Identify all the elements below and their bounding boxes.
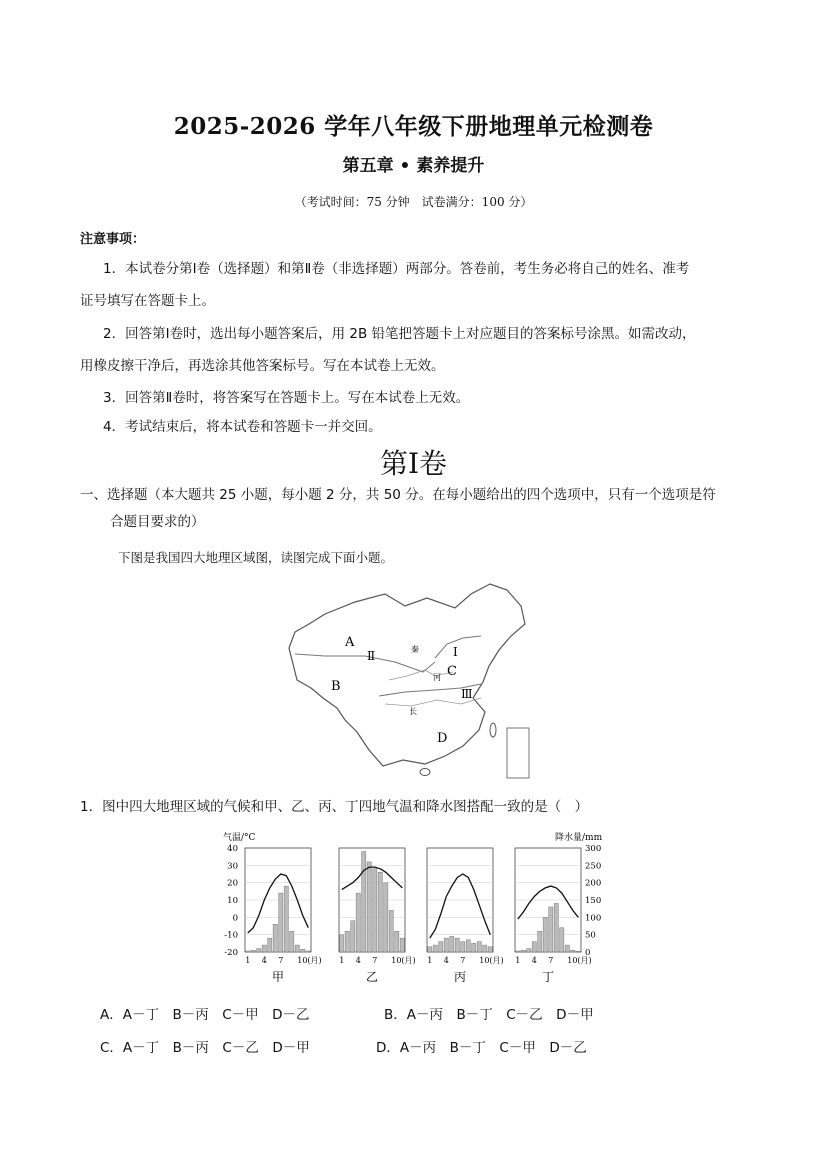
precip-bar	[532, 942, 536, 952]
section-title: 第Ⅰ卷	[379, 447, 448, 480]
x-tick-label: 7	[278, 956, 284, 965]
precip-bar	[356, 893, 360, 952]
x-tick-label: 4	[261, 956, 267, 965]
notice-item-3: 3．回答第Ⅱ卷时，将答案写在答题卡上。写在本试卷上无效。	[103, 390, 470, 406]
precip-bar	[576, 951, 580, 952]
option-c[interactable]: C．A－丁 B－丙 C－乙 D－甲	[100, 1040, 310, 1056]
region-label-b: B	[331, 679, 341, 694]
precip-bar	[433, 945, 437, 952]
map-intro: 下图是我国四大地理区域图，读图完成下面小题。	[118, 550, 394, 565]
page-title: 2025-2026 学年八年级下册地理单元检测卷	[173, 113, 654, 140]
notice-item-4: 4．考试结束后，将本试卷和答题卡一并交回。	[103, 419, 382, 435]
precip-bar	[543, 917, 547, 952]
island-hainan	[420, 769, 430, 776]
x-tick-label: 1	[245, 956, 251, 965]
precip-bar	[378, 872, 382, 952]
precip-bar	[444, 938, 448, 952]
x-tick-label: 1	[427, 956, 433, 965]
x-tick-label: 7	[548, 956, 554, 965]
region-label-a: A	[345, 635, 355, 650]
panel-name: 丁	[541, 970, 555, 984]
boundary-label-I: Ⅰ	[453, 645, 458, 659]
temp-tick-label: 10	[227, 896, 238, 906]
x-tick-label: 4	[355, 956, 361, 965]
precip-bar	[257, 949, 261, 952]
option-d[interactable]: D．A－丙 B－丁 C－甲 D－乙	[376, 1040, 587, 1056]
part-heading-line2: 合题目要求的）	[110, 514, 205, 530]
region-label-d: D	[437, 731, 448, 746]
precip-bar	[560, 928, 564, 952]
precip-bar	[262, 945, 266, 952]
precip-bar	[461, 942, 465, 952]
notice-item-2-cont: 用橡皮擦干净后，再选涂其他答案标号。写在本试卷上无效。	[80, 358, 445, 374]
notice-item-1-cont: 证号填写在答题卡上。	[80, 293, 215, 309]
precip-tick-label: 100	[585, 913, 602, 924]
panel-name: 丙	[453, 970, 467, 984]
notice-item-1: 1．本试卷分第Ⅰ卷（选择题）和第Ⅱ卷（非选择题）两部分。答卷前，考生务必将自己的姓名、准考	[103, 261, 690, 277]
precip-bar	[554, 903, 558, 952]
x-tick-label: 4	[443, 956, 449, 965]
precip-bar	[477, 942, 481, 952]
temp-tick-label: 30	[227, 861, 238, 872]
precip-bar	[389, 910, 393, 952]
temp-tick-label: 20	[227, 878, 238, 889]
x-tick-label: 10(月)	[567, 956, 592, 965]
temp-tick-label: 40	[227, 844, 238, 854]
china-region-map	[285, 580, 530, 785]
notice-heading: 注意事项：	[80, 232, 146, 247]
precip-bar	[351, 921, 355, 952]
page-subtitle: 第五章 • 素养提升	[342, 156, 485, 176]
x-tick-label: 1	[339, 956, 345, 965]
river-yellow	[389, 670, 453, 680]
precip-bar	[521, 950, 525, 952]
precip-bar	[362, 851, 366, 952]
precip-tick-label: 250	[585, 861, 602, 872]
precip-tick-label: 200	[585, 878, 602, 889]
part-heading	[80, 482, 760, 536]
precip-bar	[439, 942, 443, 952]
temp-tick-label: 0	[232, 913, 238, 924]
label-he: 河	[433, 673, 441, 682]
climate-chart	[215, 828, 615, 988]
island-taiwan	[490, 723, 496, 737]
x-tick-label: 10(月)	[479, 956, 504, 965]
precip-bar	[306, 951, 310, 952]
precip-bar	[384, 883, 388, 952]
precip-tick-label: 0	[585, 948, 591, 958]
precip-bar	[488, 947, 492, 952]
precip-bar	[472, 943, 476, 952]
precip-bar	[538, 931, 542, 952]
region-label-c: C	[447, 664, 457, 679]
x-tick-label: 4	[531, 956, 537, 965]
question-1-stem: 1．图中四大地理区域的气候和甲、乙、丙、丁四地气温和降水图搭配一致的是（ ）	[80, 799, 589, 815]
label-chang: 长	[409, 707, 417, 716]
temp-tick-label: -10	[224, 930, 238, 941]
precip-bar	[400, 938, 404, 952]
x-tick-label: 7	[460, 956, 466, 965]
temp-tick-label: -20	[224, 948, 238, 958]
panel-name: 乙	[365, 970, 379, 984]
label-qin: 秦	[411, 645, 419, 654]
precip-tick-label: 150	[585, 896, 602, 906]
precip-tick-label: 300	[585, 844, 602, 854]
precip-bar	[571, 950, 575, 952]
panel-name: 甲	[271, 970, 285, 984]
precip-bar	[395, 931, 399, 952]
precip-bar	[483, 945, 487, 952]
y-left-label: 气温/°C	[223, 833, 256, 843]
precip-bar	[373, 869, 377, 952]
temperature-line	[518, 886, 579, 919]
precip-bar	[450, 936, 454, 952]
option-b[interactable]: B．A－丙 B－丁 C－乙 D－甲	[384, 1007, 594, 1023]
precip-bar	[268, 938, 272, 952]
precip-bar	[565, 945, 569, 952]
option-a[interactable]: A．A－丁 B－丙 C－甲 D－乙	[100, 1007, 310, 1023]
temperature-line	[342, 867, 403, 890]
precip-bar	[516, 951, 520, 952]
precip-bar	[301, 949, 305, 952]
notice-item-2: 2．回答第Ⅰ卷时，选出每小题答案后，用 2B 铅笔把答题卡上对应题目的答案标号涂黑。如需改动，	[103, 326, 696, 342]
precip-bar	[251, 950, 255, 952]
x-tick-label: 1	[515, 956, 521, 965]
x-tick-label: 7	[372, 956, 378, 965]
china-outline	[289, 584, 525, 766]
precip-bar	[279, 893, 283, 952]
temperature-line	[430, 874, 491, 938]
precip-bar	[455, 938, 459, 952]
south-sea-inset	[507, 728, 529, 778]
precip-bar	[340, 935, 344, 952]
precip-bar	[290, 931, 294, 952]
precip-bar	[367, 862, 371, 952]
precip-bar	[295, 945, 299, 952]
boundary-label-II: Ⅱ	[367, 649, 376, 663]
exam-info: （考试时间：75 分钟 试卷满分：100 分）	[294, 195, 533, 209]
precip-bar	[428, 947, 432, 952]
boundary-label-III: Ⅲ	[461, 687, 473, 701]
x-tick-label: 10(月)	[391, 956, 416, 965]
y-right-label: 降水量/mm	[555, 833, 603, 843]
precip-bar	[345, 931, 349, 952]
x-tick-label: 10(月)	[297, 956, 322, 965]
precip-bar	[549, 907, 553, 952]
precip-bar	[273, 924, 277, 952]
part-heading-line1: 一、选择题（本大题共 25 小题，每小题 2 分，共 50 分。在每小题给出的四个选项中，只有一个选项是符	[80, 487, 716, 503]
precip-bar	[246, 951, 250, 952]
precip-bar	[284, 886, 288, 952]
precip-tick-label: 50	[585, 930, 596, 941]
precip-bar	[527, 949, 531, 952]
precip-bar	[466, 940, 470, 952]
boundary-I	[435, 636, 481, 658]
boundary-II	[295, 654, 435, 672]
